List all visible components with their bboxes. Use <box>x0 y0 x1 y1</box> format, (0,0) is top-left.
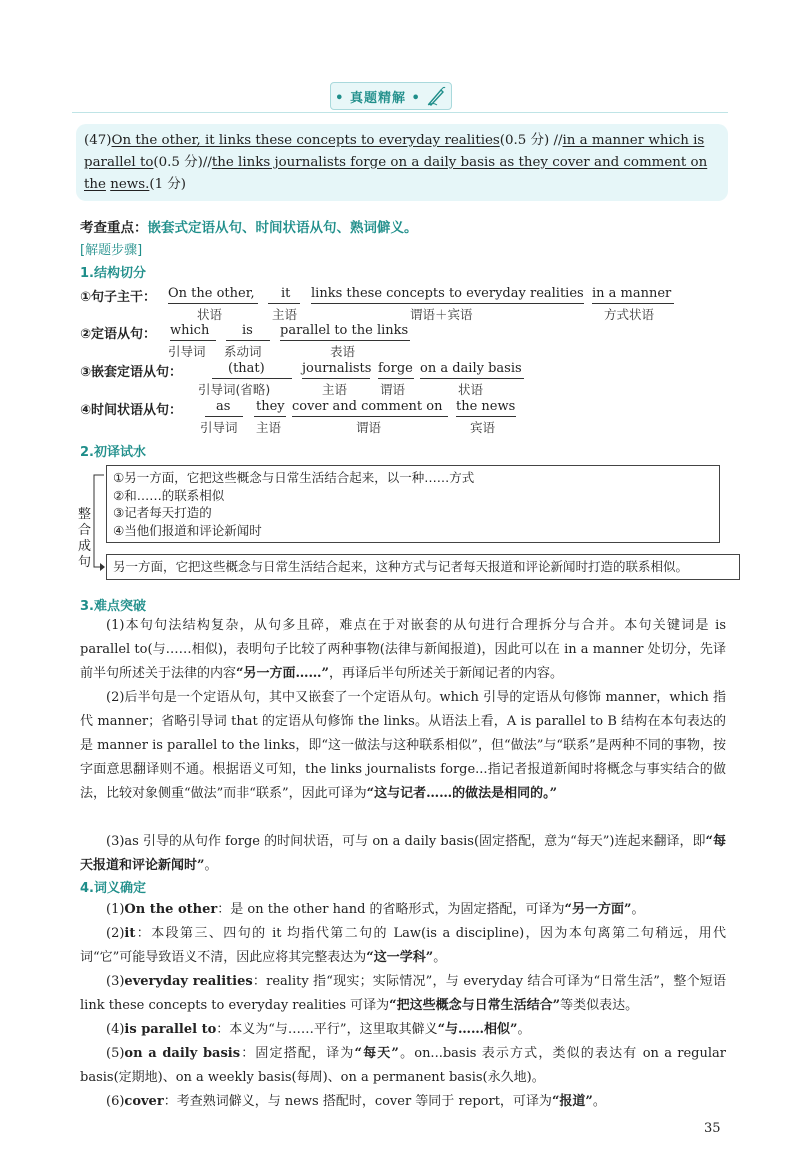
text: 。 <box>204 858 218 873</box>
row-word: journalists <box>302 361 372 376</box>
underline <box>378 378 414 379</box>
underline <box>168 303 258 304</box>
text: ：本义为“与……平行”，这里取其僻义 <box>216 1022 438 1037</box>
term: cover <box>124 1094 164 1109</box>
underline <box>170 340 216 341</box>
paragraph-1 <box>80 614 726 686</box>
word-item-2 <box>80 922 726 970</box>
emphasis: “每天报道和评论新闻时” <box>80 834 726 873</box>
underline <box>268 303 300 304</box>
page-number: 35 <box>704 1121 721 1136</box>
text: 。 <box>631 902 645 917</box>
role-label: 主语 <box>322 382 348 397</box>
term: on a daily basis <box>124 1046 241 1061</box>
text: ：reality 指“现实；实际情况”，与 everyday 结合可译为“日常生活”，整个短语 link these concepts to everyday realities 可译为 <box>80 974 727 1013</box>
row-word: in a manner <box>592 286 672 301</box>
role-label: 引导词 <box>168 344 206 359</box>
side-char: 整 <box>78 507 92 522</box>
section-title: • 真题精解 • <box>335 90 421 106</box>
role-label: 主语 <box>272 307 298 322</box>
term: is parallel to <box>124 1022 217 1037</box>
row-word: the news <box>456 399 516 414</box>
row-word: cover and comment on <box>292 399 443 414</box>
role-label: 宾语 <box>470 420 496 435</box>
emphasis: “每天” <box>354 1046 399 1061</box>
text: ，再译后半句所述关于新闻记者的内容。 <box>328 666 563 681</box>
draft-translations <box>106 465 720 543</box>
emphasis: “把这些概念与日常生活结合” <box>389 998 561 1013</box>
term: On the other <box>124 902 218 917</box>
role-label: 谓语 <box>356 420 382 435</box>
text: ：是 on the other hand 的省略形式，为固定搭配，可译为 <box>217 902 565 917</box>
role-label: 系动词 <box>224 344 262 359</box>
word-item-4 <box>80 1018 726 1042</box>
role-label: 谓语 <box>380 382 406 397</box>
score-1: (0.5 分) // <box>499 133 563 148</box>
term: it <box>124 926 136 941</box>
paragraph-2 <box>80 686 726 806</box>
role-label: 表语 <box>330 344 356 359</box>
word-item-1 <box>80 898 726 922</box>
role-label: 引导词 <box>200 420 238 435</box>
score-3: (1 分) <box>149 177 186 192</box>
row-word: it <box>281 286 291 301</box>
row-label: ④时间状语从句： <box>80 403 183 418</box>
draft-item: ②和……的联系相似 <box>113 487 225 503</box>
emphasis: “这一学科” <box>366 950 434 965</box>
final-translation: 另一方面，它把这些概念与日常生活结合起来，这种方式与记者每天报道和评论新闻时打造的联系相似。 <box>106 554 740 580</box>
s3-title: 3.难点突破 <box>80 599 146 614</box>
emphasis: “与……相似” <box>437 1022 518 1037</box>
text: (4) <box>106 1022 125 1037</box>
role-label: 状语 <box>458 382 484 397</box>
row-label: ③嵌套定语从句： <box>80 365 183 380</box>
underline <box>205 416 243 417</box>
text: 等类似表达。 <box>560 998 639 1013</box>
text: (1)本句句法结构复杂，从句多且碎，难点在于对嵌套的从句进行合理拆分与合并。本句关键词是 is parallel to(与……相似)，表明句子比较了两种事物(法律与新闻报道)，因此可以在 in a manner 处切分，先译前半句所述关于法律的内容 <box>80 618 726 681</box>
underline <box>280 340 410 341</box>
row-word: (that) <box>228 361 265 376</box>
score-2: (0.5 分)// <box>153 155 212 170</box>
underline <box>311 303 584 304</box>
underline <box>292 416 448 417</box>
underline <box>420 378 524 379</box>
section-banner <box>330 82 452 110</box>
text: ：固定搭配，译为 <box>240 1046 355 1061</box>
draft-item: ①另一方面，它把这些概念与日常生活结合起来，以一种……方式 <box>113 470 475 485</box>
row-word: on a daily basis <box>420 361 522 376</box>
pen-icon <box>425 85 447 107</box>
row-label: ①句子主干： <box>80 290 157 305</box>
term: everyday realities <box>124 974 253 989</box>
answer-box <box>76 124 728 201</box>
s1-title: 1.结构切分 <box>80 266 146 281</box>
draft-item: ④当他们报道和评论新闻时 <box>113 522 262 538</box>
side-char: 句 <box>78 555 92 570</box>
emphasis: “这与记者……的做法是相同的。” <box>366 786 558 801</box>
row-word: which <box>170 323 210 338</box>
text: (3) <box>106 974 125 989</box>
emphasis: “另一方面” <box>564 902 632 917</box>
row-word: is <box>242 323 253 338</box>
row-word: they <box>256 399 285 414</box>
text: 。 <box>433 950 447 965</box>
steps-title: [解题步骤] <box>80 243 143 258</box>
paragraph-3 <box>80 830 726 878</box>
text: 。 <box>517 1022 531 1037</box>
text: (2)后半句是一个定语从句，其中又嵌套了一个定语从句。which 引导的定语从句修饰 manner，which 指代 manner；省略引导词 that 的定语从句修饰 the links。从语法上看，A is parallel to B 结构在本句表达的是 manner is parallel to the links，即“这一做法与这种联系相似”，但“做法”与“联系”是两种不同的事物，按字面意思翻译则不通。根据语义可知，the links journalists forge...指记者报道新闻时将概念与事实结合的做法，比较对象侧重“做法”而非“联系”，因此可译为 <box>80 690 726 801</box>
answer-part-2a: in a manner which is <box>562 133 705 148</box>
underline <box>226 340 270 341</box>
text: (3)as 引导的从句作 forge 的时间状语，可与 on a daily basis(固定搭配，意为“每天”)连起来翻译，即 <box>106 834 706 849</box>
role-label: 方式状语 <box>604 307 655 322</box>
header-divider <box>72 112 728 113</box>
role-label: 谓语＋宾语 <box>410 307 473 322</box>
question-number: (47) <box>84 133 112 148</box>
s4-title: 4.词义确定 <box>80 881 146 896</box>
draft-item: ③记者每天打造的 <box>113 505 212 520</box>
answer-part-2b: parallel to <box>84 155 154 170</box>
focus-label: 考查重点： <box>80 220 148 236</box>
row-word: links these concepts to everyday realities <box>311 286 584 301</box>
underline <box>456 416 516 417</box>
answer-part-3a: the links journalists forge on a daily basis as they cover and comment on the <box>84 155 708 192</box>
translation-diagram <box>78 465 740 581</box>
text: (5) <box>106 1046 125 1061</box>
role-label: 主语 <box>256 420 282 435</box>
text: (6) <box>106 1094 125 1109</box>
word-item-3 <box>80 970 726 1018</box>
text: 。 <box>592 1094 606 1109</box>
underline <box>592 303 674 304</box>
emphasis: “另一方面……” <box>236 666 329 681</box>
side-label <box>78 507 92 571</box>
focus-text: 嵌套式定语从句、时间状语从句、熟词僻义。 <box>147 220 418 236</box>
row-word: forge <box>378 361 413 376</box>
role-label: 状语 <box>197 307 223 322</box>
text: ：本段第三、四句的 it 均指代第二句的 Law(is a discipline)，因为本句离第二句稍远，用代词“它”可能导致语义不清，因此应将其完整表达为 <box>80 926 726 965</box>
answer-part-3b: news. <box>110 177 150 192</box>
text: 。on...basis 表示方式，类似的表达有 on a regular basis(定期地)、on a weekly basis(每周)、on a permanent basis(永久地)。 <box>80 1046 726 1085</box>
row-word: as <box>216 399 231 414</box>
answer-part-1: On the other, it links these concepts to everyday realities <box>111 133 500 148</box>
focus-line <box>80 216 418 236</box>
emphasis: “报道” <box>551 1094 593 1109</box>
side-char: 合 <box>78 523 92 538</box>
row-word: parallel to the links <box>280 323 409 338</box>
text: ：考查熟词僻义，与 news 搭配时，cover 等同于 report，可译为 <box>163 1094 552 1109</box>
row-word: On the other, <box>168 286 255 301</box>
word-item-5 <box>80 1042 726 1090</box>
side-char: 成 <box>78 539 92 554</box>
role-label: 引导词(省略) <box>198 382 271 397</box>
underline <box>254 416 286 417</box>
text: (1) <box>106 902 125 917</box>
underline <box>212 378 292 379</box>
underline <box>302 378 370 379</box>
text: (2) <box>106 926 125 941</box>
s2-title: 2.初译试水 <box>80 445 146 460</box>
row-label: ②定语从句： <box>80 327 157 342</box>
word-item-6 <box>80 1090 726 1114</box>
